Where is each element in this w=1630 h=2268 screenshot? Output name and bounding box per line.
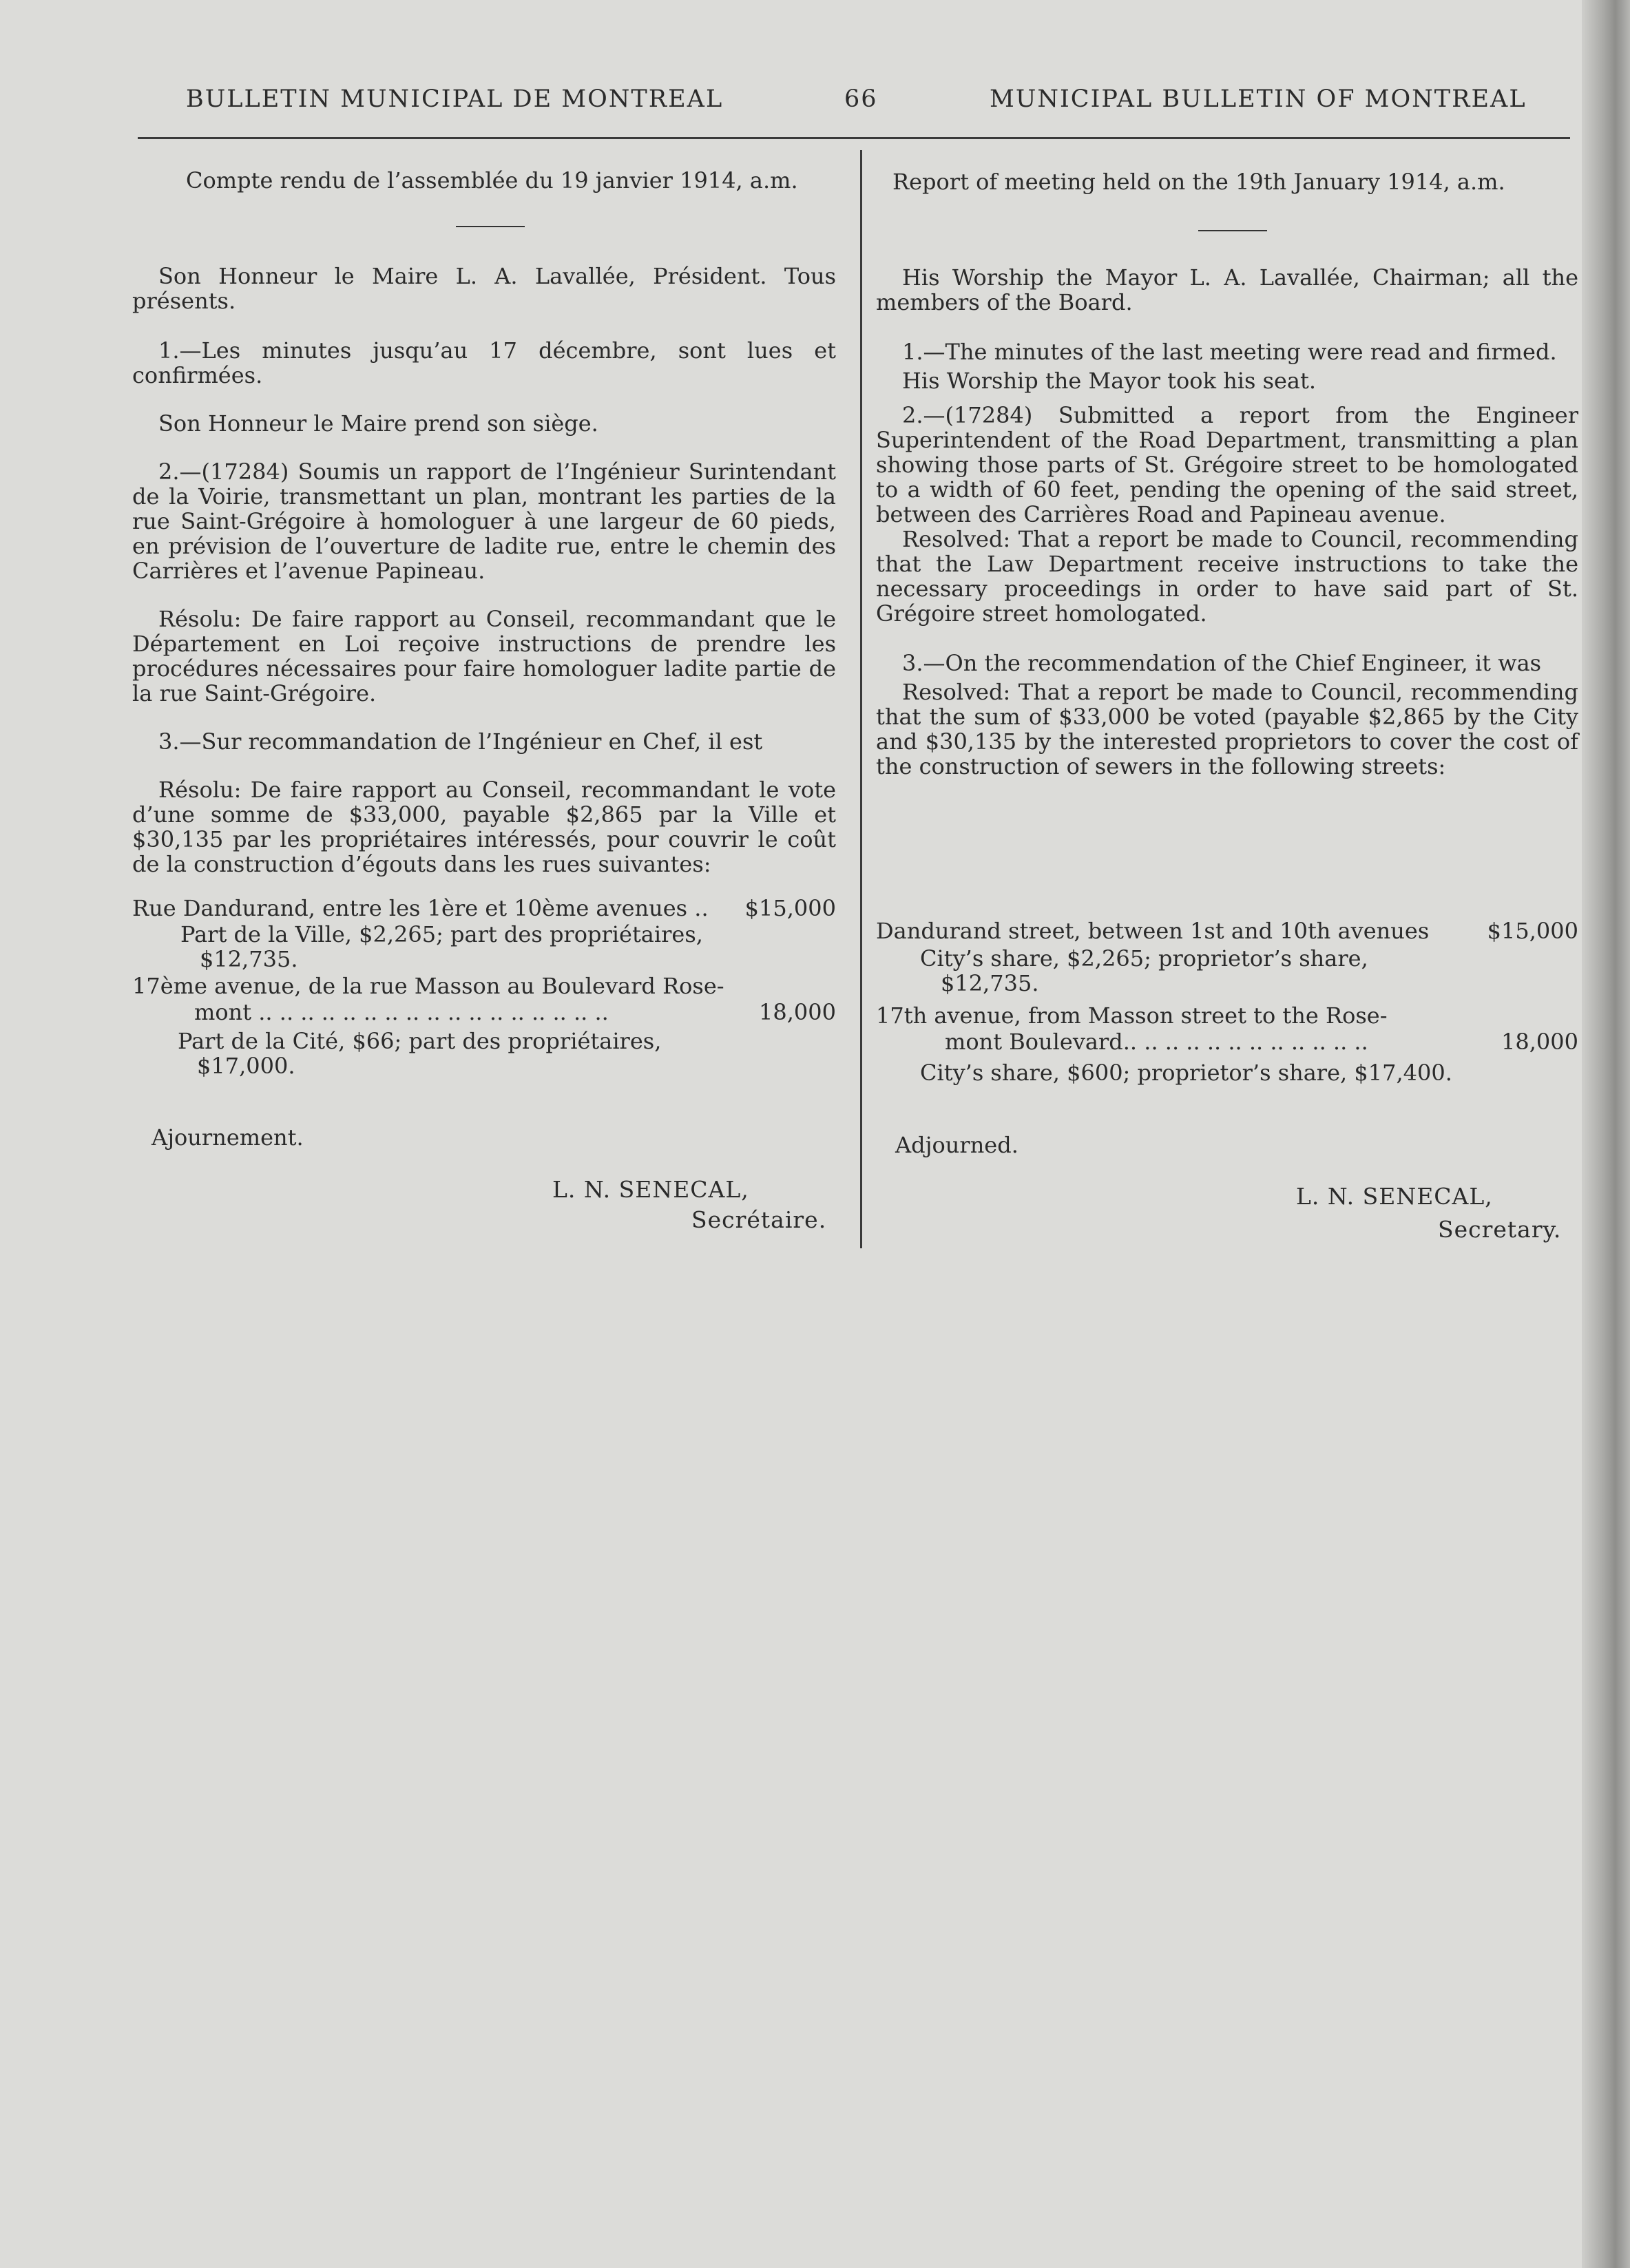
french-street-2-label-cont: mont .. .. .. .. .. .. .. .. .. .. .. .. .. .. .. .. .. [194,999,609,1025]
english-title-rule [1198,230,1267,231]
english-item-2-resolution: Resolved: That a report be made to Council, recommending that the Law Department receive instructions to take the necessary proceedings in order to have said part of St. Grégoire street homologated. [876,526,1578,627]
english-street-2 [876,1029,1578,1053]
english-street-1-amount: $15,000 [1487,918,1578,944]
english-street-2-amount: 18,000 [1501,1029,1578,1055]
english-street-1 [876,918,1578,943]
english-street-1-share: City’s share, $2,265; proprietor’s share, [920,945,1368,972]
french-item-3: 3.—Sur recommandation de l’Ingénieur en Chef, il est [158,728,763,755]
french-street-2 [132,999,836,1024]
french-street-1 [132,895,836,920]
english-item-2: 2.—(17284) Submitted a report from the Engineer Superintendent of the Road Department, transmitting a plan showing those parts of St. Grégoire street to be homologated to a width of 60 feet, pending the opening of the said street, between des Carrières Road and Papineau avenue. [876,402,1578,527]
header-left-title: BULLETIN MUNICIPAL DE MONTREAL [186,85,724,113]
french-item-2: 2.—(17284) Soumis un rapport de l’Ingénieur Surintendant de la Voirie, transmettant un plan, montrant les parties de la rue Saint-Grégoire à homologuer à une largeur de 60 pieds, en prévision de l’ouverture de ladite rue, entre le chemin des Carrières et l’avenue Papineau. [132,459,836,584]
french-street-2-share: Part de la Cité, $66; part des propriétaires, [178,1028,662,1054]
english-street-2-label-cont: mont Boulevard.. .. .. .. .. .. .. .. .. .. .. .. [945,1029,1368,1055]
english-item-1: 1.—The minutes of the last meeting were read and firmed. [902,339,1557,365]
french-street-2-share-amount: $17,000. [197,1053,295,1079]
page-edge-shadow [1582,0,1630,2268]
english-mayor-seat: His Worship the Mayor took his seat. [902,368,1317,394]
english-presence: His Worship the Mayor L. A. Lavallée, Chairman; all the members of the Board. [876,264,1578,315]
french-street-2-label: 17ème avenue, de la rue Masson au Boulevard Rose- [132,973,724,999]
french-item-1: 1.—Les minutes jusqu’au 17 décembre, sont lues et confirmées. [132,337,836,388]
french-signature-name: L. N. SENECAL, [552,1176,749,1203]
french-item-2-resolution: Résolu: De faire rapport au Conseil, recommandant que le Département en Loi reçoive instructions de prendre les procédures nécessaires pour faire homologuer ladite partie de la rue Saint-Grégoire. [132,606,836,706]
french-street-2-amount: 18,000 [759,999,836,1025]
french-presence: Son Honneur le Maire L. A. Lavallée, Président. Tous présents. [132,263,836,314]
header-rule [138,137,1570,139]
english-street-2-label: 17th avenue, from Masson street to the Rose- [876,1002,1388,1029]
english-item-3-resolution: Resolved: That a report be made to Council, recommending that the sum of $33,000 be voted (payable $2,865 by the City and $30,135 by the interested proprietors to cover the cost of the construction of sewers in the following streets: [876,679,1578,779]
french-title: Compte rendu de l’assemblée du 19 janvier 1914, a.m. [186,167,798,193]
french-street-1-share-amount: $12,735. [200,946,298,972]
english-street-1-label: Dandurand street, between 1st and 10th avenues [876,918,1430,944]
column-divider [860,150,862,1248]
english-item-3: 3.—On the recommendation of the Chief Engineer, it was [902,650,1542,676]
english-signature-name: L. N. SENECAL, [1296,1183,1493,1210]
french-mayor-seat: Son Honneur le Maire prend son siège. [158,410,598,437]
french-street-1-label: Rue Dandurand, entre les 1ère et 10ème avenues .. [132,895,709,921]
french-body [132,264,836,876]
english-body [876,265,1578,779]
french-title-rule [456,226,525,227]
french-signature-title: Secrétaire. [691,1206,827,1233]
english-street-1-share-amount: $12,735. [941,970,1039,996]
page-number: 66 [844,85,878,113]
french-street-1-amount: $15,000 [744,895,836,921]
french-adjourn: Ajournement. [151,1124,304,1151]
header-right-title: MUNICIPAL BULLETIN OF MONTREAL [990,85,1527,113]
english-adjourn: Adjourned. [895,1132,1018,1158]
french-item-3-resolution: Résolu: De faire rapport au Conseil, recommandant le vote d’une somme de $33,000, payable $2,865 par la Ville et $30,135 par les propriétaires intéressés, pour couvrir le coût de la construction d’égouts dans les rues suivantes: [132,777,836,877]
french-street-1-share: Part de la Ville, $2,265; part des propriétaires, [180,921,703,947]
english-signature-title: Secretary. [1438,1216,1562,1243]
english-street-2-share: City’s share, $600; proprietor’s share, $17,400. [920,1060,1452,1086]
english-title: Report of meeting held on the 19th January 1914, a.m. [892,169,1505,195]
